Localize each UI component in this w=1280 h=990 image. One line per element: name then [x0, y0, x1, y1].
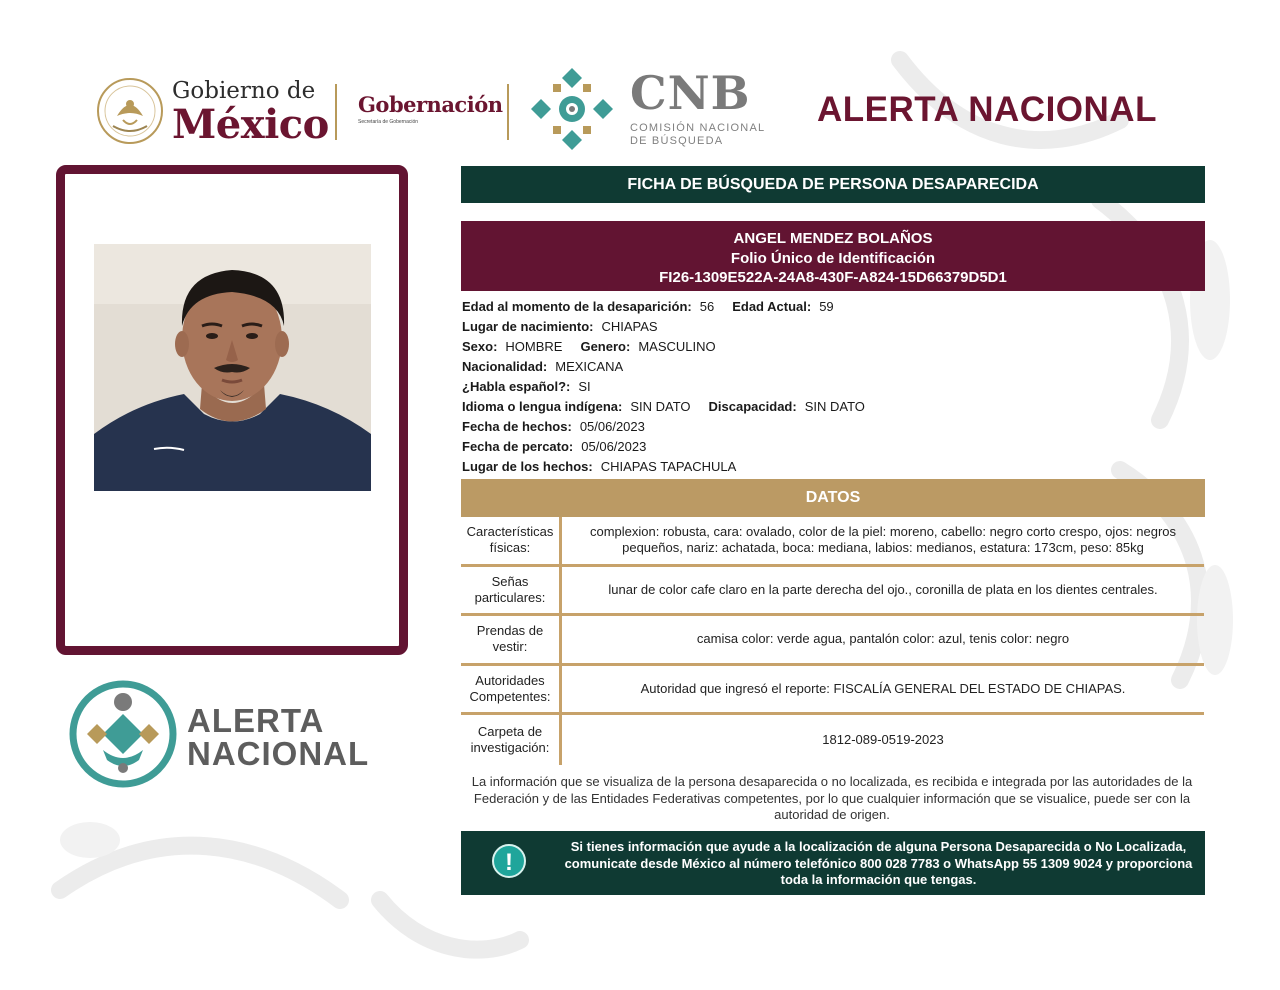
photo-frame: [56, 165, 408, 655]
detail-row-fecha-percato: [462, 438, 1202, 458]
detail-row-edad: [462, 298, 1202, 318]
datos-title-bar: DATOS: [461, 479, 1205, 517]
table-row: [461, 567, 1204, 617]
habla-espanol-label: ¿Habla español?:: [462, 379, 571, 394]
edad-desaparicion-value: 56: [699, 299, 715, 314]
header-divider: [507, 84, 509, 140]
header: [90, 66, 1240, 160]
gobernacion-logo: [358, 92, 502, 125]
detail-row-idioma: [462, 398, 1202, 418]
table-row-value: complexion: robusta, cara: ovalado, color de la piel: moreno, cabello: negro corto crespo, ojos: negros pequeños, nariz: achatada, boca: mediana, labios: medianos, estatura: 173cm, peso: 85kg: [589, 524, 1177, 556]
alerta-word: ALERTA: [187, 702, 325, 739]
fecha-percato-label: Fecha de percato:: [462, 439, 574, 454]
table-row-value: Autoridad que ingresó el reporte: FISCALÍA GENERAL DEL ESTADO DE CHIAPAS.: [640, 680, 1126, 696]
detail-row-lugar-hechos: [462, 458, 1202, 478]
fecha-hechos-value: 05/06/2023: [579, 419, 645, 434]
detail-row-espanol: [462, 378, 1202, 398]
datos-table: [461, 517, 1204, 765]
detail-row-sexo: [462, 338, 1202, 358]
sexo-label: Sexo:: [462, 339, 498, 354]
edad-actual-value: 59: [819, 299, 834, 314]
person-photo: [94, 244, 371, 491]
table-row-label: Prendas de vestir:: [461, 616, 562, 663]
detail-row-nacimiento: [462, 318, 1202, 338]
discapacidad-label: Discapacidad:: [708, 399, 797, 414]
discapacidad-value: SIN DATO: [804, 399, 865, 414]
habla-espanol-value: SI: [578, 379, 591, 394]
person-photo-illustration: [94, 244, 371, 491]
table-row-value: lunar de color cafe claro en la parte derecha del ojo., coronilla de plata en los dientes centrales.: [608, 581, 1158, 597]
nacionalidad-value: MEXICANA: [555, 359, 624, 374]
cnb-emblem-icon: [525, 62, 619, 156]
disclaimer-text: La información que se visualiza de la persona desaparecida o no localizada, es recibida e integrada por las autoridades de la Federación y de las Entidades Federativas competentes, por lo que cualquier información que se visualice, puede ser con la autoridad de origen.: [471, 774, 1193, 822]
contact-info-text: Si tienes información que ayude a la localización de alguna Persona Desaparecida o No Localizada, comunicate desde México al número telefónico 800 028 7783 o WhatsApp 55 1309 9024 y proporciona toda la información que tengas.: [564, 839, 1193, 887]
idioma-label: Idioma o lengua indígena:: [462, 399, 623, 414]
alerta-nacional-wordmark: [187, 704, 369, 770]
table-row-label: Carpeta de investigación:: [461, 715, 562, 765]
gobernacion-title: Gobernación: [358, 92, 503, 117]
table-row-label: Señas particulares:: [461, 567, 562, 614]
cnb-acronym: CNB: [630, 66, 751, 120]
table-row: [461, 715, 1204, 765]
nacional-word: NACIONAL: [187, 735, 370, 772]
table-row: [461, 666, 1204, 716]
gobernacion-subtitle: Secretaría de Gobernación: [358, 119, 419, 125]
table-row-label: Autoridades Competentes:: [461, 666, 562, 713]
nacionalidad-label: Nacionalidad:: [462, 359, 548, 374]
coat-of-arms-icon: [95, 76, 165, 146]
lugar-nacimiento-value: CHIAPAS: [601, 319, 658, 334]
table-row: [461, 517, 1204, 567]
person-identity-block: [461, 221, 1205, 291]
contact-info-bar: [461, 831, 1205, 895]
lugar-nacimiento-label: Lugar de nacimiento:: [462, 319, 594, 334]
folio-number: FI26-1309E522A-24A8-430F-A824-15D66379D5D1: [659, 269, 1007, 286]
person-details: [462, 298, 1202, 478]
genero-label: Genero:: [580, 339, 631, 354]
lugar-hechos-value: CHIAPAS TAPACHULA: [600, 459, 737, 474]
genero-value: MASCULINO: [638, 339, 716, 354]
alerta-nacional-title: ALERTA NACIONAL: [817, 90, 1157, 129]
cnb-line2: DE BÚSQUEDA: [630, 134, 724, 147]
fecha-hechos-label: Fecha de hechos:: [462, 419, 572, 434]
detail-row-fecha-hechos: [462, 418, 1202, 438]
sexo-value: HOMBRE: [505, 339, 563, 354]
folio-label: Folio Único de Identificación: [730, 249, 936, 267]
gobierno-line2: México: [172, 101, 329, 148]
gobierno-line1: Gobierno de: [172, 78, 316, 104]
table-row-label: Características físicas:: [461, 517, 562, 564]
table-row-value: camisa color: verde agua, pantalón color: azul, tenis color: negro: [696, 631, 1070, 647]
table-row: [461, 616, 1204, 666]
alerta-nacional-emblem-icon: [69, 680, 177, 788]
cnb-wordmark: [630, 66, 766, 147]
exclamation-icon: !: [492, 844, 526, 878]
cnb-fullname: [630, 122, 765, 147]
idioma-value: SIN DATO: [630, 399, 691, 414]
table-row-value: 1812-089-0519-2023: [822, 731, 944, 747]
lugar-hechos-label: Lugar de los hechos:: [462, 459, 593, 474]
ficha-title-bar: FICHA DE BÚSQUEDA DE PERSONA DESAPARECIDA: [461, 166, 1205, 203]
edad-actual-label: Edad Actual:: [732, 299, 812, 314]
gobierno-de-mexico-title: [172, 78, 329, 148]
person-name: ANGEL MENDEZ BOLAÑOS: [733, 230, 933, 247]
cnb-line1: COMISIÓN NACIONAL: [630, 122, 766, 134]
detail-row-nacionalidad: [462, 358, 1202, 378]
edad-desaparicion-label: Edad al momento de la desaparición:: [462, 299, 692, 314]
fecha-percato-value: 05/06/2023: [581, 439, 647, 454]
header-divider: [335, 84, 337, 140]
